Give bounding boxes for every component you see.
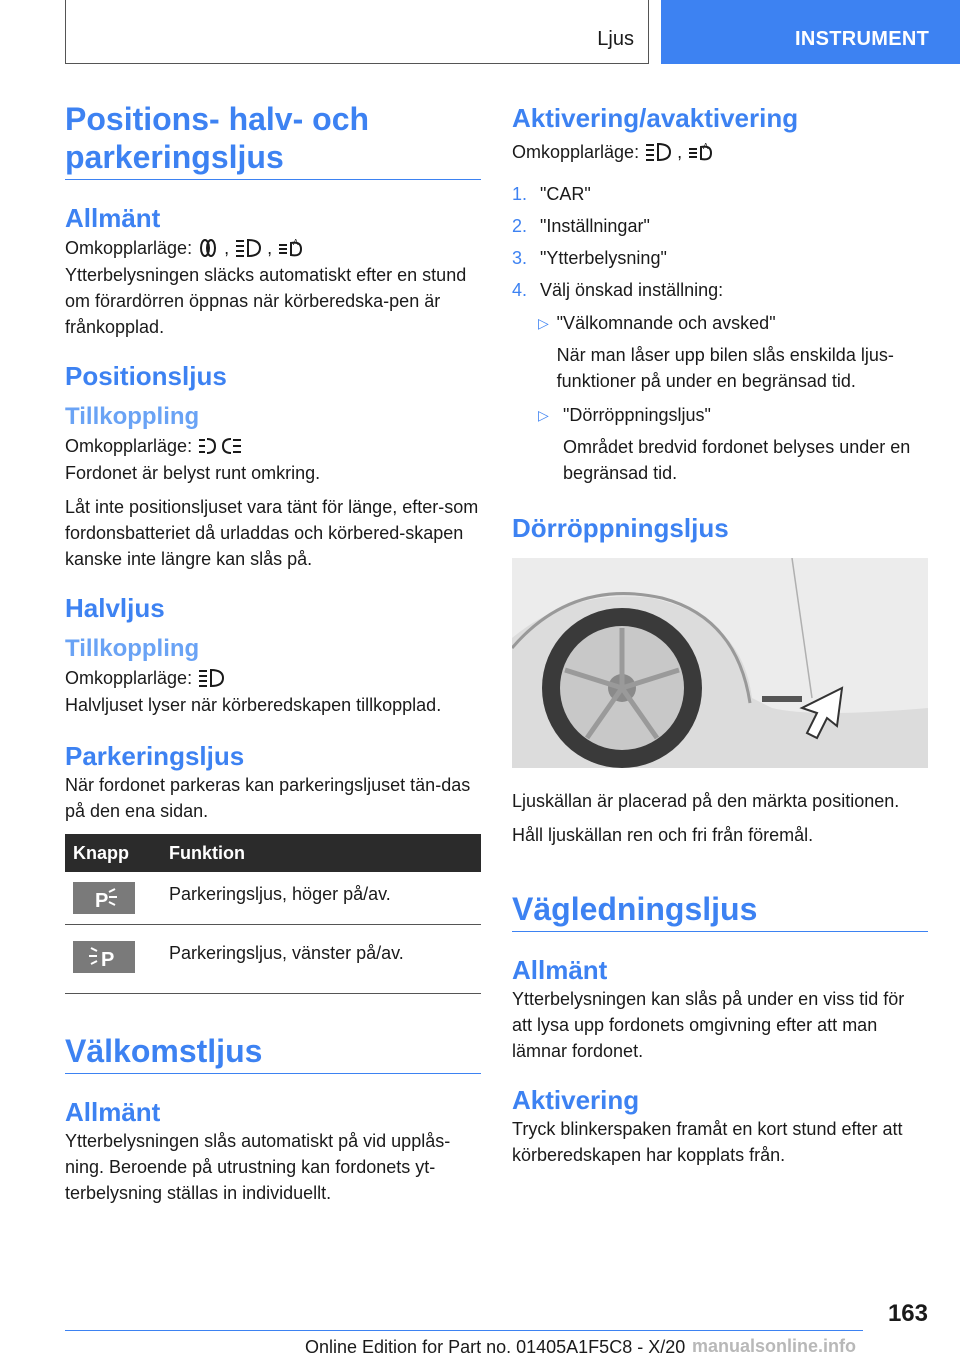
list-item: 1. "CAR" bbox=[512, 184, 591, 204]
right-column bbox=[512, 102, 928, 1168]
section-title-guide-light: Vägledningsljus bbox=[512, 890, 928, 932]
list-item: 4. Välj önskad inställning: bbox=[512, 280, 724, 300]
selector-line-activation: Omkopplarläge: , A bbox=[512, 138, 928, 166]
position-light-icon bbox=[197, 435, 249, 457]
triangle-bullet-icon: ▷ bbox=[538, 407, 549, 423]
low-beam-icon bbox=[644, 141, 672, 163]
table-cell-function: Parkeringsljus, höger på/av. bbox=[161, 872, 481, 925]
page-number: 163 bbox=[887, 1300, 928, 1327]
list-item: 3. "Ytterbelysning" bbox=[512, 248, 667, 268]
option-list bbox=[512, 310, 928, 486]
header-tab-instrument[interactable]: INSTRUMENT bbox=[661, 0, 960, 64]
heading-general: Allmänt bbox=[65, 203, 161, 233]
svg-text:P: P bbox=[101, 949, 115, 971]
table-row bbox=[65, 872, 481, 925]
list-item: ▷ "Dörröppningsljus" Området bredvid fordonet belyses under en begränsad tid. bbox=[538, 402, 928, 486]
section-title-welcome-light: Välkomstljus bbox=[65, 1032, 481, 1074]
svg-text:A: A bbox=[703, 142, 709, 151]
heading-guide-general: Allmänt bbox=[512, 955, 608, 985]
parking-button-table bbox=[65, 834, 481, 994]
subheading-low-beam-on: Tillkoppling bbox=[65, 635, 200, 662]
low-beam-icon bbox=[197, 667, 225, 689]
light-off-icon bbox=[197, 237, 219, 259]
selector-label: Omkopplarläge: bbox=[65, 238, 193, 258]
selector-label: Omkopplarläge: bbox=[512, 142, 640, 162]
table-row bbox=[65, 925, 481, 994]
text-position-2: Låt inte positionsljuset vara tänt för länge, efter-som fordonsbatteriet då urladdas och körbered-skapen kanske inte längre kan slås på. bbox=[65, 497, 479, 569]
selector-line-position bbox=[65, 432, 481, 460]
text-general: Ytterbelysningen släcks automatiskt efter en stund om förardörren öppnas när körberedska-pen är frånkopplad. bbox=[65, 265, 467, 337]
selector-line-low-beam bbox=[65, 664, 481, 692]
heading-door-light: Dörröppningsljus bbox=[512, 513, 729, 543]
footer-divider bbox=[65, 1330, 863, 1331]
selector-label: Omkopplarläge: bbox=[65, 436, 193, 456]
car-wheel-photo bbox=[512, 558, 928, 768]
auto-light-icon bbox=[277, 237, 305, 259]
list-item: ▷ "Välkomnande och avsked" När man låser upp bilen slås enskilda ljus-funktioner på under en begränsad tid. bbox=[538, 310, 928, 394]
subheading-position-on: Tillkoppling bbox=[65, 403, 200, 430]
svg-text:A: A bbox=[293, 238, 299, 247]
left-column bbox=[65, 100, 481, 1206]
text-parking: När fordonet parkeras kan parkeringsljuset tän-das på den ena sidan. bbox=[65, 775, 471, 821]
auto-light-icon bbox=[687, 141, 715, 163]
parking-light-right-button-icon[interactable] bbox=[73, 882, 135, 914]
text-low-beam: Halvljuset lyser när körberedskapen tillkopplad. bbox=[65, 695, 442, 715]
watermark-logo: manualsonline.info bbox=[692, 1336, 857, 1356]
heading-low-beam: Halvljus bbox=[65, 593, 165, 623]
heading-welcome-general: Allmänt bbox=[65, 1097, 161, 1127]
section-title-position-lights: Positions- halv- och parkeringsljus bbox=[65, 100, 481, 180]
triangle-bullet-icon: ▷ bbox=[538, 315, 549, 331]
text-welcome: Ytterbelysningen slås automatiskt på vid upplås-ning. Beroende på utrustning kan fordonets yt-terbelysning ställas in individuellt. bbox=[65, 1131, 451, 1203]
footer-edition-text: Online Edition for Part no. 01405A1F5C8 - X/20 bbox=[305, 1337, 686, 1357]
selector-line-general: Omkopplarläge: , , A bbox=[65, 234, 481, 262]
heading-position-lights: Positionsljus bbox=[65, 361, 227, 391]
header-section: Ljus bbox=[597, 28, 634, 50]
table-header-button: Knapp bbox=[65, 834, 161, 872]
parking-light-left-button-icon[interactable] bbox=[73, 941, 135, 973]
low-beam-icon bbox=[234, 237, 262, 259]
table-cell-function: Parkeringsljus, vänster på/av. bbox=[161, 925, 481, 994]
activation-steps bbox=[512, 178, 928, 306]
text-position-1: Fordonet är belyst runt omkring. bbox=[65, 463, 321, 483]
heading-parking-lights: Parkeringsljus bbox=[65, 741, 245, 771]
text-guide: Ytterbelysningen kan slås på under en viss tid för att lysa upp fordonets omgivning efter att man lämnar fordonet. bbox=[512, 989, 905, 1061]
heading-activation: Aktivering/avaktivering bbox=[512, 103, 799, 133]
table-header-function: Funktion bbox=[161, 834, 481, 872]
heading-guide-activation: Aktivering bbox=[512, 1085, 640, 1115]
text-door-2: Håll ljuskällan ren och fri från föremål. bbox=[512, 825, 814, 845]
text-door-1: Ljuskällan är placerad på den märkta positionen. bbox=[512, 791, 900, 811]
header-box bbox=[65, 0, 649, 64]
list-item: 2. "Inställningar" bbox=[512, 216, 650, 236]
svg-text:P: P bbox=[95, 890, 109, 912]
text-guide-activation: Tryck blinkerspaken framåt en kort stund efter att körberedskapen har kopplats från. bbox=[512, 1119, 903, 1165]
selector-label: Omkopplarläge: bbox=[65, 668, 193, 688]
